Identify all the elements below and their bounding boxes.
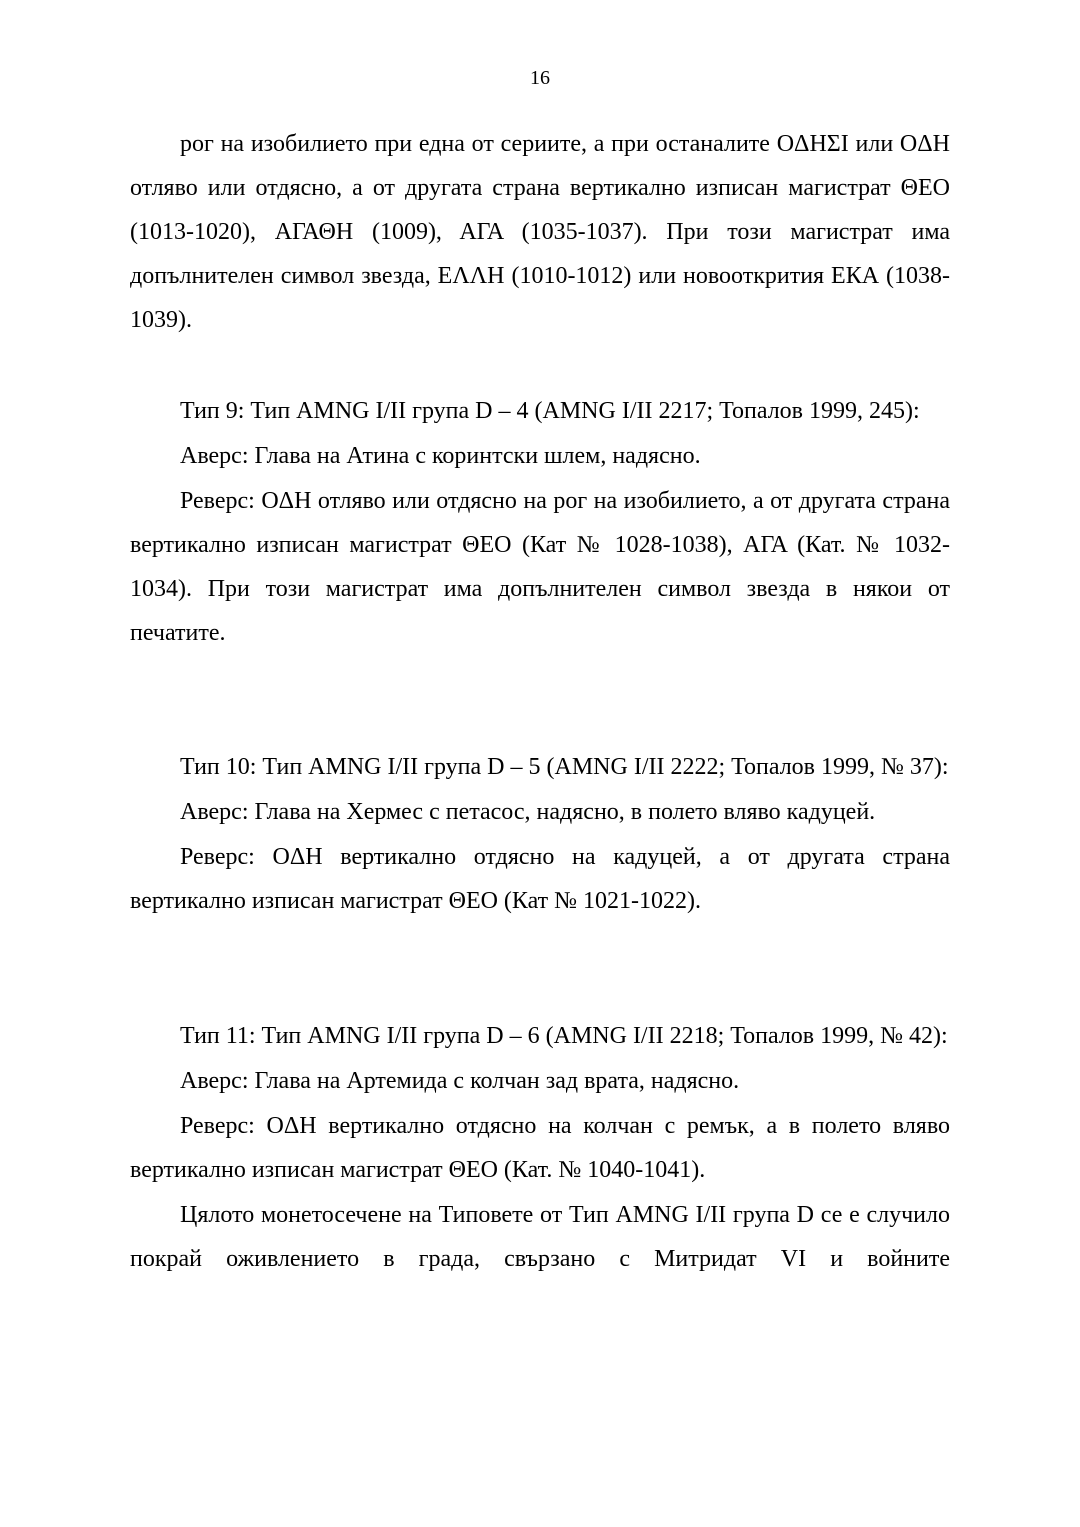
- section-type-11: [130, 1014, 950, 1281]
- page-number: 16: [530, 67, 550, 89]
- type10-heading: Тип 10: Тип AMNG I/II група D – 5 (AMNG I/II 2222; Топалов 1999, № 37):: [180, 754, 949, 780]
- type9-heading: Тип 9: Тип AMNG I/II група D – 4 (AMNG I/II 2217; Топалов 1999, 245):: [180, 398, 920, 424]
- type10-avers: Аверс: Глава на Хермес с петасос, надясно, в полето вляво кадуцей.: [180, 799, 876, 825]
- section-type-10: [130, 745, 950, 923]
- type11-avers: Аверс: Глава на Артемида с колчан зад врата, надясно.: [180, 1068, 740, 1094]
- conclusion-paragraph: Цялото монетосечене на Типовете от Тип AMNG I/II група D се е случило покрай оживлението в града, свързано с Митридат VI и войните: [130, 1202, 950, 1272]
- paragraph-horn-of-plenty: рог на изобилието при една от сериите, а при останалите ОΔΗΣΙ или ОΔН отляво или отдясно, а от другата страна вертикално изписан магистрат ΘЕО (1013-1020), ΑΓΑΘΗ (1009), ΑΓΑ (1035-1037). При този магистрат има допълнителен символ звезда, ΕΛΛΗ (1010-1012) или новооткрития ЕКА (1038-1039).: [130, 131, 950, 333]
- paragraph-continuation: [130, 122, 950, 342]
- type9-revers: Реверс: ОΔН отляво или отдясно на рог на изобилието, а от другата страна вертикално изписан магистрат ΘЕО (Кат № 1028-1038), ΑΓΑ (Кат. № 1032-1034). При този магистрат има допълнителен символ звезда в някои от печатите.: [130, 488, 950, 646]
- section-type-9: [130, 389, 950, 655]
- type11-heading: Тип 11: Тип AMNG I/II група D – 6 (AMNG I/II 2218; Топалов 1999, № 42):: [180, 1023, 948, 1049]
- type11-revers: Реверс: ОΔН вертикално отдясно на колчан с ремък, а в полето вляво вертикално изписан магистрат ΘЕО (Кат. № 1040-1041).: [130, 1113, 950, 1183]
- type9-avers: Аверс: Глава на Атина с коринтски шлем, надясно.: [180, 443, 701, 469]
- type10-revers: Реверс: ОΔН вертикално отдясно на кадуцей, а от другата страна вертикално изписан магистрат ΘЕО (Кат № 1021-1022).: [130, 844, 950, 914]
